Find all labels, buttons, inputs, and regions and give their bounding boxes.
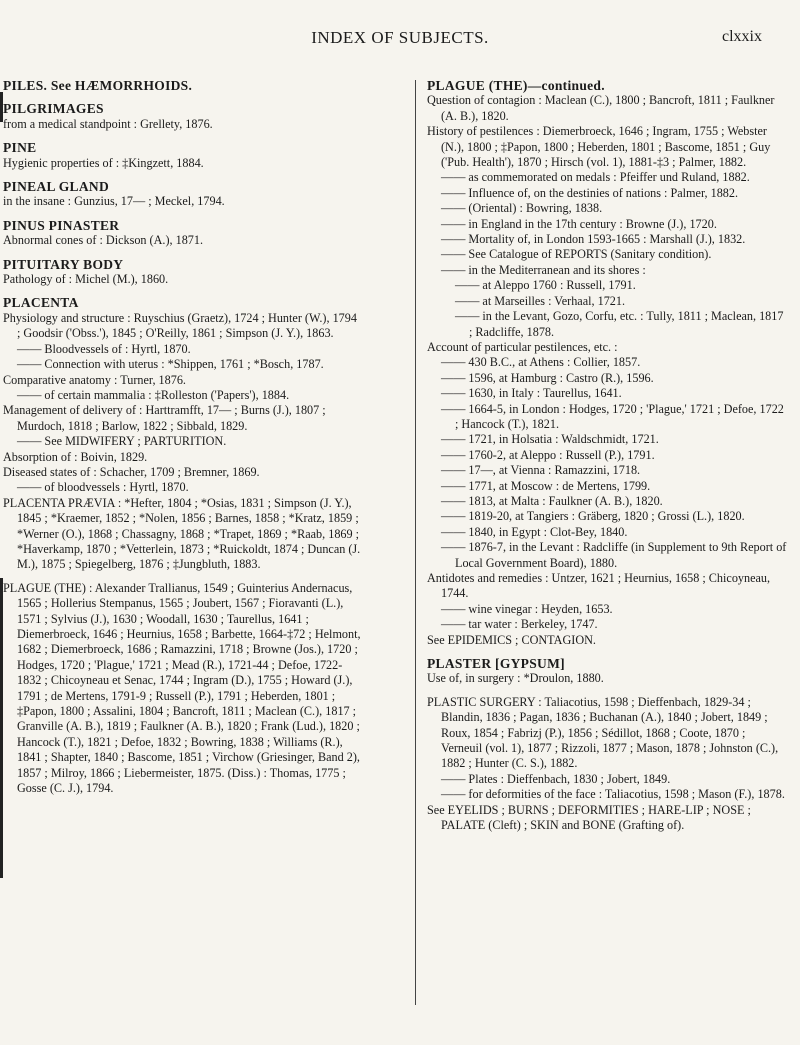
entry-line: —— in the Levant, Gozo, Corfu, etc. : Tully, 1811 ; Maclean, 1817 ; Radcliffe, 1878.: [455, 309, 784, 339]
entry-line: —— 1840, in Egypt : Clot-Bey, 1840.: [441, 524, 628, 539]
entry-line: —— 1664-5, in London : Hodges, 1720 ; 'Plague,' 1721 ; Defoe, 1722 ; Hancock (T.), 1821.: [441, 401, 784, 431]
entry-line: Comparative anatomy : Turner, 1876.: [3, 372, 186, 387]
entry-line: Use of, in surgery : *Droulon, 1880.: [427, 671, 604, 686]
index-entry-pine: [3, 140, 361, 171]
entry-line: —— 1876-7, in the Levant : Radcliffe (in Supplement to 9th Report of Local Government Board), 1880.: [441, 540, 787, 570]
entry-heading: PLAGUE (THE)—continued.: [427, 78, 605, 93]
entry-line: Diseased states of : Schacher, 1709 ; Bremner, 1869.: [3, 464, 260, 479]
entry-line: —— in England in the 17th century : Browne (J.), 1720.: [441, 216, 717, 231]
entry-line: —— Connection with uterus : *Shippen, 1761 ; *Bosch, 1787.: [17, 357, 324, 372]
entry-heading: PLASTER [GYPSUM]: [427, 656, 565, 672]
index-entry-pilg: [3, 101, 361, 132]
index-entry-plastic: [427, 695, 789, 834]
index-entry-pinus: [3, 218, 361, 249]
entry-line: —— 1760-2, at Aleppo : Russell (P.), 1791.: [441, 447, 655, 462]
entry-line: History of pestilences : Diemerbroeck, 1646 ; Ingram, 1755 ; Webster (N.), 1800 ; ‡Papon, 1800 ; Heberden, 1801 ; Bascome, 1851 ; Guy ('Pub. Health'), 1870 ; Hirsch (vol. 1), 1881-‡3 ; Palmer, 1882.: [427, 124, 771, 170]
entry-line: in the insane : Gunzius, 17— ; Meckel, 1794.: [3, 194, 225, 209]
entry-line: —— of bloodvessels : Hyrtl, 1870.: [17, 480, 189, 495]
entry-line: —— of certain mammalia : ‡Rolleston ('Papers'), 1884.: [17, 387, 290, 402]
entry-line: —— 1630, in Italy : Taurellus, 1641.: [441, 386, 622, 401]
index-entry-placenta: [3, 295, 361, 572]
page-number: clxxix: [722, 28, 762, 45]
entry-line: —— in the Mediterranean and its shores :: [441, 262, 646, 277]
entry-line: —— tar water : Berkeley, 1747.: [441, 617, 598, 632]
entry-line: Hygienic properties of : ‡Kingzett, 1884.: [3, 155, 204, 170]
entry-line: —— at Aleppo 1760 : Russell, 1791.: [455, 278, 636, 293]
entry-line: —— Influence of, on the destinies of nations : Palmer, 1882.: [441, 185, 739, 200]
entry-line: —— 17—, at Vienna : Ramazzini, 1718.: [441, 463, 641, 478]
entry-line: —— 1771, at Moscow : de Mertens, 1799.: [441, 478, 651, 493]
entry-line: —— 1813, at Malta : Faulkner (A. B.), 1820.: [441, 493, 663, 508]
entry-line: Management of delivery of : Harttramfft, 17— ; Burns (J.), 1807 ; Murdoch, 1818 ; Barlow, 1822 ; Sibbald, 1829.: [3, 403, 326, 433]
index-entry-plague2: [427, 78, 789, 648]
entry-line: Question of contagion : Maclean (C.), 1800 ; Bancroft, 1811 ; Faulkner (A. B.), 1820.: [427, 93, 775, 123]
index-entry-plague: [3, 581, 361, 797]
right-column: [427, 78, 789, 842]
entry-line: —— at Marseilles : Verhaal, 1721.: [455, 293, 626, 308]
entry-line: See EPIDEMICS ; CONTAGION.: [427, 632, 596, 647]
entry-line: —— for deformities of the face : Taliacotius, 1598 ; Mason (F.), 1878.: [441, 787, 785, 802]
entry-heading: PILGRIMAGES: [3, 101, 104, 117]
entry-line: PLACENTA PRÆVIA : *Hefter, 1804 ; *Osias, 1831 ; Simpson (J. Y.), 1845 ; *Kraemer, 1852 ; *Nolen, 1856 ; Barnes, 1858 ; *Kratz, 1859 ; *Werner (O.), 1868 ; Chassagny, 1868 ; *Trapet, 1869 ; *Raab, 1869 ; *Haverkamp, 1870 ; *Vetterlein, 1873 ; *Ruickoldt, 1874 ; Duncan (J. M.), 1875 ; Spiegelberg, 1876 ; ‡Jungbluth, 1883.: [3, 495, 361, 572]
entry-line: —— wine vinegar : Heyden, 1653.: [441, 601, 613, 616]
entry-line: Abnormal cones of : Dickson (A.), 1871.: [3, 233, 204, 248]
index-entry-pineal: [3, 179, 361, 210]
entry-line: —— See Catalogue of REPORTS (Sanitary condition).: [441, 247, 712, 262]
entry-line: —— 430 B.C., at Athens : Collier, 1857.: [441, 355, 641, 370]
index-entry-piles: [3, 78, 361, 93]
entry-heading: PILES. See HÆMORRHOIDS.: [3, 78, 193, 93]
entry-line: Antidotes and remedies : Untzer, 1621 ; Heurnius, 1658 ; Chicoyneau, 1744.: [427, 571, 771, 601]
index-entry-plaster: [427, 656, 789, 687]
entry-line: —— See MIDWIFERY ; PARTURITION.: [17, 434, 227, 449]
entry-line: —— Plates : Dieffenbach, 1830 ; Jobert, 1849.: [441, 771, 671, 786]
entry-line: —— Bloodvessels of : Hyrtl, 1870.: [17, 341, 191, 356]
entry-line: from a medical standpoint : Grellety, 1876.: [3, 116, 213, 131]
entry-heading: PINUS PINASTER: [3, 217, 120, 233]
entry-line: Physiology and structure : Ruyschius (Graetz), 1724 ; Hunter (W.), 1794 ; Goodsir ('Obss.'), 1845 ; O'Reilly, 1861 ; Simpson (J. Y.), 1863.: [3, 310, 357, 341]
entry-line: —— 1721, in Holsatia : Waldschmidt, 1721.: [441, 432, 659, 447]
entry-line: See EYELIDS ; BURNS ; DEFORMITIES ; HARE-LIP ; NOSE ; PALATE (Cleft) ; SKIN and BONE (Grafting of).: [427, 802, 751, 833]
entry-line: —— (Oriental) : Bowring, 1838.: [441, 201, 603, 216]
page-header-title: INDEX OF SUBJECTS.: [311, 28, 489, 47]
entry-line: —— 1819-20, at Tangiers : Gräberg, 1820 ; Grossi (L.), 1820.: [441, 509, 745, 524]
entry-line: Pathology of : Michel (M.), 1860.: [3, 272, 169, 287]
entry-heading: PINE: [3, 140, 37, 156]
entry-heading: PITUITARY BODY: [3, 256, 124, 272]
entry-heading: PINEAL GLAND: [3, 179, 109, 195]
entry-line: PLAGUE (THE) : Alexander Trallianus, 1549 ; Guinterius Andernacus, 1565 ; Hollerius Stempanus, 1565 ; Joubert, 1567 ; Fioravanti (L.), 1571 ; Sylvius (J.), 1630 ; Woodall, 1630 ; Taurellus, 1641 ; Diemerbroeck, 1646 ; Heurnius, 1658 ; Barbette, 1664-‡72 ; Helmont, 1682 ; Diemerbroeck, 1686 ; Ramazzini, 1718 ; Browne (Jos.), 1720 ; Hodges, 1720 ; 'Plague,' 1721 ; Mead (R.), 1721-44 ; Defoe, 1722-1832 ; Chicoyneau et Senac, 1744 ; Ingram (D.), 1755 ; Howard (J.), 1791 ; de Mertens, 1791-9 ; Russell (P.), 1791 ; Heberden, 1801 ; ‡Papon, 1800 ; Assalini, 1804 ; Bancroft, 1811 ; Maclean (C.), 1817 ; Granville (A. B.), 1819 ; Faulkner (A. B.), 1820 ; Frank (Lud.), 1820 ; Hancock (T.), 1821 ; Defoe, 1832 ; Bowring, 1838 ; Williams (R.), 1841 ; Shapter, 1840 ; Bascome, 1851 ; Virchow (Griesinger, Band 2), 1857 ; Milroy, 1866 ; Liebermeister, 1875. (Diss.) : Thomas, 1775 ; Gosse (C. J.), 1794.: [3, 580, 361, 796]
entry-line: Absorption of : Boivin, 1829.: [3, 449, 148, 464]
entry-line: PLASTIC SURGERY : Taliacotius, 1598 ; Dieffenbach, 1829-34 ; Blandin, 1836 ; Pagan, 1836 ; Buchanan (A.), 1840 ; Jobert, 1849 ; Roux, 1854 ; Fabrizj (P.), 1856 ; Sédillot, 1868 ; Coote, 1870 ; Verneuil (vol. 1), 1877 ; Rizzoli, 1877 ; Mason, 1878 ; Johnston (C.), 1882 ; Hunter (C. S.), 1882.: [427, 694, 779, 771]
left-column: [3, 78, 361, 804]
column-divider: [415, 80, 416, 1005]
index-entry-pituitary: [3, 257, 361, 288]
entry-line: —— Mortality of, in London 1593-1665 : Marshall (J.), 1832.: [441, 232, 746, 247]
entry-line: —— 1596, at Hamburg : Castro (R.), 1596.: [441, 370, 654, 385]
entry-heading: PLACENTA: [3, 295, 79, 311]
entry-line: —— as commemorated on medals : Pfeiffer und Ruland, 1882.: [441, 170, 750, 185]
entry-line: Account of particular pestilences, etc. :: [427, 339, 618, 354]
